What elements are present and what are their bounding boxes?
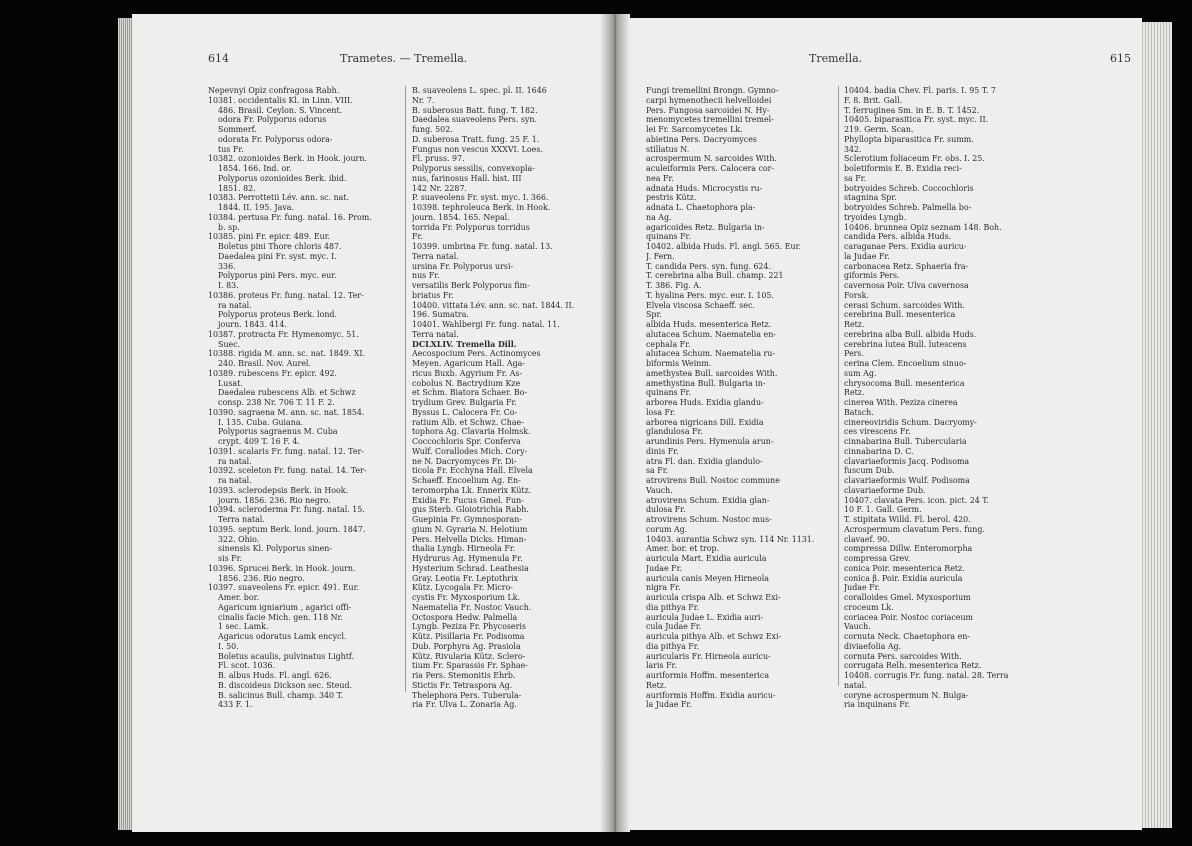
text-line: 433 F. 1. — [208, 700, 253, 710]
text-line: Byssus L. Calocera Fr. Co- — [412, 407, 518, 417]
text-line: 10401. Wahlbergi Fr. fung. natal. 11. — [412, 320, 560, 329]
text-line: cavernosa Poir. Ulva cavernosa — [844, 281, 969, 290]
text-line: Amer. bor. — [208, 593, 260, 602]
text-line: conica β. Poir. Exidia auricula — [844, 573, 963, 583]
text-line: adnata L. Chaetophora pla- — [646, 203, 756, 212]
text-line: T. cerebrina alba Bull. champ. 221 — [646, 271, 784, 281]
text-line: Boletus pini Thore chloris 487. — [208, 242, 342, 251]
text-line: Polyporus ozonioides Berk. ibid. — [208, 173, 347, 183]
text-line: Batsch. — [844, 407, 874, 417]
text-line: versatilis Berk Polyporus fim- — [412, 281, 530, 290]
text-line: arborea nigricans Dill. Exidia — [646, 417, 764, 427]
text-line: 10405. biparasitica Fr. syst. myc. II. — [844, 115, 989, 125]
text-line: stagnina Spr. — [844, 193, 897, 203]
text-line: 10394. scleroderma Fr. fung. natal. 15. — [208, 505, 365, 515]
text-line: 196. Sumatra. — [412, 310, 469, 320]
text-line: P. suaveolens Fr. syst. myc. I. 366. — [412, 193, 549, 203]
text-line: cinereoviridis Schum. Dacryomy- — [844, 417, 977, 427]
text-line: I. 83. — [208, 281, 239, 290]
text-line: pestris Kütz. — [646, 193, 697, 203]
text-line: adnata Huds. Microcystis ru- — [646, 183, 763, 193]
text-line: gus Sterb. Gloiotrichia Rabh. — [412, 505, 529, 515]
text-line: alutacea Schum. Naematelia ru- — [646, 349, 776, 359]
left-running-head: Trametes. — Tremella. — [340, 52, 468, 65]
text-line: Daedalea suaveolens Pers. syn. — [412, 115, 537, 125]
right-page-number: 615 — [1110, 52, 1131, 65]
text-line: 1854. 166. Ind. or. — [208, 164, 292, 173]
text-line: Vauch. — [844, 622, 871, 632]
text-line: candida Pers. albida Huds. — [844, 232, 952, 242]
text-line: 10396. Sprucei Berk. in Hook. journ. — [208, 563, 356, 573]
text-line: clavariaeforme Dub. — [844, 485, 926, 495]
text-line: Fl. pruss. 97. — [412, 154, 465, 164]
text-line: amethystina Bull. Bulgaria in- — [646, 378, 766, 388]
text-line: cinalis facie Mich. gen. 118 Nr. — [208, 612, 343, 622]
text-line: journ. 1843. 414. — [208, 320, 287, 329]
left-page-number: 614 — [208, 52, 229, 65]
text-line: teromorpha Lk. Ennerix Kütz. — [412, 485, 532, 495]
text-line: T. ferruginea Sm. in E. B. T. 1452. — [844, 105, 980, 115]
text-line: 336. — [208, 261, 236, 271]
text-line: 10393. sclerodepsis Berk. in Hook. — [208, 485, 349, 495]
text-line: Kütz. Rivularia Kütz. Sclero- — [412, 651, 526, 661]
text-line: Thelephora Pers. Tuberula- — [412, 690, 522, 700]
text-line: 10390. sagraena M. ann. sc. nat. 1854. — [208, 407, 365, 417]
text-line: acrospermum N. sarcoides With. — [646, 154, 777, 164]
text-line: dia pithya Fr. — [646, 602, 700, 612]
text-line: nigra Fr. — [646, 583, 681, 593]
text-line: caraganae Pers. Exidia auricu- — [844, 242, 967, 251]
text-line: sum Ag. — [844, 368, 877, 378]
text-line: Amer. bor. et trop. — [646, 544, 720, 554]
text-line: la Judae Fr. — [646, 700, 692, 710]
text-line: 219. Germ. Scan. — [844, 125, 914, 134]
text-line: 1 sec. Lamk. — [208, 622, 269, 632]
text-line: ticola Fr. Ecchyna Hall. Elvela — [412, 466, 533, 476]
text-line: 1851. 82. — [208, 183, 256, 193]
text-line: natal. — [844, 680, 867, 690]
text-line: J. Fern. — [646, 251, 675, 261]
text-line: botryoides Schreb. Palmella bo- — [844, 203, 972, 212]
text-line: Polyporus proteus Berk. lond. — [208, 310, 337, 320]
text-line: tus Fr. — [208, 144, 244, 154]
text-line: cornuta Pers. sarcoides With. — [844, 651, 962, 661]
text-line: B. discoideus Dickson sec. Steud. — [208, 680, 353, 690]
text-line: 10407. clavata Pers. icon. pict. 24 T. — [844, 495, 989, 505]
text-line: 142 Nr. 2287. — [412, 183, 467, 193]
text-line: cystis Fr. Myxosporium Lk. — [412, 593, 521, 602]
text-line: trydium Grev. Bulgaria Fr. — [412, 398, 517, 407]
text-line: 10388. rigida M. ann. sc. nat. 1849. XI. — [208, 349, 366, 359]
text-line: 486. Brasil. Ceylon. S. Vincent. — [208, 105, 343, 115]
text-line: 10399. umbrina Fr. fung. natal. 13. — [412, 242, 553, 251]
text-line: arborea Huds. Exidia glandu- — [646, 398, 764, 407]
text-line: cerasi Schum. sarcoides With. — [844, 300, 965, 310]
text-line: B. suberosus Batt. fung. T. 182. — [412, 105, 538, 115]
text-line: ursina Fr. Polyporus ursi- — [412, 261, 514, 271]
text-line: 10386. proteus Fr. fung. natal. 12. Ter- — [208, 290, 364, 300]
text-line: compressa Dillw. Enteromorpha — [844, 544, 973, 554]
text-line: Agaricum igniarium , agarici offi- — [208, 602, 352, 612]
text-line: D. suberosa Tratt. fung. 25 F. 1. — [412, 134, 540, 144]
text-line: boletiformis E. B. Exidia reci- — [844, 164, 962, 173]
text-line: Fungi tremellini Brongn. Gymno- — [646, 86, 779, 95]
text-line: Fr. — [412, 232, 423, 242]
text-line: la Judae Fr. — [844, 251, 890, 261]
text-line: Terra natal. — [412, 329, 459, 339]
text-line: briatus Fr. — [412, 290, 454, 300]
text-line: Nepevnyi Opiz confragosa Rabh. — [208, 86, 340, 95]
text-line: T. 386. Fig. A. — [646, 281, 702, 290]
text-line: Meyen. Agaricum Hall. Aga- — [412, 359, 525, 368]
text-line: auricula pithya Alb. et Schwz Exi- — [646, 632, 782, 641]
text-line: T. hyalina Pers. myc. eur. I. 105. — [646, 290, 774, 300]
text-line: et Schm. Biatora Schaer. Bo- — [412, 388, 528, 398]
text-line: Pers. Helvella Dicks. Himan- — [412, 534, 527, 544]
text-line: quinans Fr. — [646, 388, 691, 398]
text-line: fuscum Dub. — [844, 466, 895, 476]
text-line: Agaricus odoratus Lamk encycl. — [208, 632, 347, 641]
text-line: journ. 1856. 236. Rio negro. — [208, 495, 331, 505]
text-line: coriacea Poir. Nostoc coriaceum — [844, 612, 974, 622]
text-line: 10400. vittata Lév. ann. sc. nat. 1844. II. — [412, 300, 575, 310]
text-line: clavariaeformis Wulf. Podisoma — [844, 476, 970, 485]
text-line: Acrospermum clavatum Pers. fung. — [844, 524, 985, 534]
text-line: Kütz. Lycogala Fr. Micro- — [412, 583, 513, 593]
text-line: giformis Pers. — [844, 271, 900, 281]
text-line: 10402. albida Huds. Fl. angl. 565. Eur. — [646, 242, 801, 251]
text-line: torrida Fr. Polyporus torridus — [412, 222, 530, 232]
text-line: Coccochloris Spr. Conferva — [412, 437, 521, 446]
text-line: ne N. Dacryomyces Fr. Di- — [412, 456, 517, 466]
text-line: corrugata Relh. mesenterica Retz. — [844, 661, 982, 671]
text-line: alutacea Schum. Naematelia en- — [646, 329, 776, 339]
text-line: 10387. protracta Fr. Hymenomyc. 51. — [208, 329, 359, 339]
text-line: corum Ag. — [646, 524, 688, 534]
text-line: lei Fr. Sarcomycetes Lk. — [646, 125, 743, 134]
text-line: Gray. Leotia Fr. Leptothrix — [412, 573, 519, 583]
text-line: I. 135. Cuba. Guiana. — [208, 417, 304, 427]
text-line: albida Huds. mesenterica Retz. — [646, 320, 772, 329]
text-line: 10382. ozonioides Berk. in Hook. journ. — [208, 154, 367, 164]
text-line: sa Fr. — [646, 466, 669, 476]
text-line: ricus Buxb. Agyrium Fr. As- — [412, 368, 523, 378]
text-line: auriformis Hoffm. Exidia auricu- — [646, 690, 776, 700]
text-line: agaricoides Retz. Bulgaria in- — [646, 222, 765, 232]
right-column-2 — [844, 86, 1032, 710]
text-line: Terra natal. — [208, 515, 265, 524]
text-line: atrovirens Schum. Nostoc mus- — [646, 515, 772, 524]
page-edges-left — [118, 18, 132, 830]
text-line: auricula Mart. Exidia auricula — [646, 554, 767, 563]
text-line: Fungus non vescus XXXVI. Loes. — [412, 144, 543, 154]
text-line: chrysocoma Bull. mesenterica — [844, 378, 965, 388]
text-line: Sclerotium foliaceum Fr. obs. I. 25. — [844, 154, 985, 164]
text-line: Retz. — [844, 320, 865, 329]
text-line: DCLXLIV. Tremella Dill. — [412, 339, 517, 349]
text-line: glandulosa Fr. — [646, 427, 703, 437]
text-line: 10384. pertusa Fr. fung. natal. 16. Prom. — [208, 212, 372, 222]
text-line: abietina Pers. Dacryomyces — [646, 134, 757, 144]
text-line: sis Fr. — [208, 554, 243, 563]
text-line: ra natal. — [208, 456, 252, 466]
text-line: crypt. 409 T. 16 F. 4. — [208, 437, 300, 446]
text-line: Elvela viscosa Schaeff. sec. — [646, 300, 755, 310]
text-line: 10403. aurantia Schwz syn. 114 Nr. 1131. — [646, 534, 815, 544]
text-line: atra Fl. dan. Exidia glandulo- — [646, 456, 763, 466]
left-column-2 — [412, 86, 598, 710]
text-line: 1856. 236. Rio negro. — [208, 573, 305, 583]
text-line: cinnabarina D. C. — [844, 446, 914, 456]
text-line: ria Fr. Ulva L. Zonaria Ag. — [412, 700, 517, 710]
text-line: Vauch. — [646, 485, 673, 495]
text-line: cerebrina alba Bull. albida Huds. — [844, 329, 977, 339]
text-line: ra natal. — [208, 476, 252, 485]
right-column-rule — [838, 86, 839, 686]
text-line: 10397. suaveolens Fr. epicr. 491. Eur. — [208, 583, 359, 593]
text-line: Daedalea pini Fr. syst. myc. I. — [208, 251, 337, 261]
text-line: cinerea With. Peziza cinerea — [844, 398, 958, 407]
text-line: ria Pers. Stemonitis Ehrb. — [412, 671, 516, 680]
text-line: auricula Judae L. Exidia auri- — [646, 612, 764, 622]
text-line: 10404. badia Chev. Fl. paris. I. 95 T. 7 — [844, 86, 996, 95]
text-line: nus Fr. — [412, 271, 440, 281]
book-gutter — [600, 14, 630, 832]
text-line: quinans Fr. — [646, 232, 691, 242]
text-line: Terra natal. — [412, 251, 459, 261]
text-line: 322. Ohio. — [208, 534, 260, 544]
text-line: Daedalea rubescens Alb. et Schwz — [208, 388, 356, 398]
text-line: Kütz. Pisillaria Fr. Podisoma — [412, 632, 525, 641]
text-line: clavaef. 90. — [844, 534, 890, 544]
text-line: Polyporus sessilis, convexopla- — [412, 164, 535, 173]
text-line: stillatus N. — [646, 144, 690, 154]
text-line: tium Fr. Sparassis Fr. Sphae- — [412, 661, 528, 671]
text-line: Schaeff. Encoelium Ag. En- — [412, 476, 521, 485]
text-line: ra natal. — [208, 300, 252, 310]
text-line: cerina Clem. Encoelium sinuo- — [844, 359, 967, 368]
text-line: odora Fr. Polyporus odorus — [208, 115, 327, 125]
text-line: B. salicinus Bull. champ. 340 T. — [208, 690, 344, 700]
text-line: botryoides Schreb. Coccochloris — [844, 183, 974, 193]
text-line: 10392. sceleton Fr. fung. natal. 14. Ter- — [208, 466, 367, 476]
text-line: diviaefolia Ag. — [844, 641, 902, 651]
text-line: auricula crispa Alb. et Schwz Exi- — [646, 593, 781, 602]
text-line: odorata Fr. Polyporus odora- — [208, 134, 333, 144]
text-line: cerebrina lutea Bull. lutescens — [844, 339, 967, 349]
text-line: Boletus acaulis, pulvinatus Lightf. — [208, 651, 355, 661]
text-line: cula Judae Fr. — [646, 622, 702, 632]
text-line: 10398. tephroleuca Berk. in Hook. — [412, 203, 551, 212]
left-column-1 — [208, 86, 400, 710]
text-line: Guepinia Fr. Gymnosporan- — [412, 515, 522, 524]
text-line: menomycetes tremellini tremel- — [646, 115, 774, 125]
text-line: Octospora Hedw. Palmella — [412, 612, 518, 622]
text-line: cornuta Neck. Chaetophora en- — [844, 632, 970, 641]
text-line: 240. Brasil. Nov. Aurel. — [208, 359, 311, 368]
text-line: 10408. corrugis Fr. fung. natal. 28. Terra — [844, 671, 1009, 680]
right-column-1 — [646, 86, 834, 710]
right-running-head: Tremella. — [809, 52, 863, 65]
text-line: Spr. — [646, 310, 662, 320]
text-line: Sommerf. — [208, 125, 257, 134]
text-line: cephala Fr. — [646, 339, 691, 349]
text-line: B. albus Huds. Fl. angl. 626. — [208, 671, 332, 680]
text-line: auricula canis Meyen Hirneola — [646, 573, 769, 583]
text-line: conica Poir. mesenterica Retz. — [844, 563, 965, 573]
text-line: I. 50. — [208, 641, 239, 651]
text-line: Suec. — [208, 339, 241, 349]
text-line: 10389. rubescens Fr. epicr. 492. — [208, 368, 338, 378]
text-line: 10 F. 1. Gall. Germ. — [844, 505, 922, 515]
text-line: Polyporus sagraenus M. Cuba — [208, 427, 338, 437]
text-line: atrovirens Schum. Exidia glan- — [646, 495, 770, 505]
text-line: 10381. occidentalis Kl. in Linn. VIII. — [208, 95, 353, 105]
text-line: cerebrina Bull. mesenterica — [844, 310, 956, 320]
text-line: auricularis Fr. Hirneola auricu- — [646, 651, 771, 661]
text-line: dulosa Fr. — [646, 505, 686, 515]
text-line: Dub. Porphyra Ag. Prasiola — [412, 641, 521, 651]
text-line: aculeiformis Pers. Calocera cor- — [646, 164, 775, 173]
text-line: Wulf. Corallodes Mich. Cory- — [412, 446, 528, 456]
text-line: biformis Weinm. — [646, 359, 712, 368]
text-line: clavariaeformis Jacq. Podisoma — [844, 456, 970, 466]
text-line: F. 8. Brit. Gall. — [844, 95, 903, 105]
text-line: Judae Fr. — [844, 583, 881, 593]
text-line: consp. 238 Nr. 706 T. 11 F. 2. — [208, 398, 335, 407]
text-line: ria inquinans Fr. — [844, 700, 911, 710]
text-line: losa Fr. — [646, 407, 676, 417]
text-line: Hydrurus Ag. Hymenula Fr. — [412, 554, 523, 563]
text-line: Fl. scot. 1036. — [208, 661, 276, 671]
text-line: 10391. scalaris Fr. fung. natal. 12. Ter- — [208, 446, 364, 456]
text-line: dia pithya Fr. — [646, 641, 700, 651]
text-line: compressa Grev. — [844, 554, 911, 563]
text-line: 342. — [844, 144, 862, 154]
text-line: sinensis Kl. Polyporus sinen- — [208, 544, 333, 554]
text-line: b. sp. — [208, 222, 240, 232]
text-line: 10406. brunnea Opiz seznam 148. Boh. — [844, 222, 1002, 232]
text-line: Judae Fr. — [646, 563, 683, 573]
text-line: atrovirens Bull. Nostoc commune — [646, 476, 780, 485]
text-line: Forsk. — [844, 290, 869, 300]
text-line: carpi hymenothecii helvelloidei — [646, 95, 772, 105]
text-line: tryoides Lyngb. — [844, 212, 907, 222]
text-line: Pers. Fungosa sarcoidei N. Hy- — [646, 105, 770, 115]
left-column-rule — [405, 86, 406, 692]
text-line: ces virescens Fr. — [844, 427, 911, 437]
text-line: laris Fr. — [646, 661, 677, 671]
text-line: T. stipitata Willd. Fl. berol. 420. — [844, 515, 971, 524]
text-line: 10383. Perrottetii Lév. ann. sc. nat. — [208, 193, 350, 203]
text-line: T. candida Pers. syn. fung. 624. — [646, 261, 771, 271]
text-line: ratium Alb. et Schwz. Chae- — [412, 417, 524, 427]
text-line: gium N. Gyraria N. Helotium — [412, 524, 528, 534]
text-line: journ. 1854. 165. Nepal. — [412, 212, 510, 222]
text-line: Hysterium Schrad. Leathesia — [412, 563, 529, 573]
text-line: tophora Ag. Clavaria Holmsk. — [412, 427, 531, 437]
text-line: arundinis Pers. Hymenula arun- — [646, 437, 774, 446]
text-line: cobolus N. Bactrydium Kze — [412, 378, 521, 388]
text-line: na Ag. — [646, 212, 672, 222]
text-line: nea Fr. — [646, 173, 674, 183]
text-line: auriformis Hoffm. mesenterica — [646, 671, 770, 680]
text-line: Naematelia Fr. Nostoc Vauch. — [412, 602, 532, 612]
text-line: Nr. 7. — [412, 95, 435, 105]
text-line: 1844. II. 195. Java. — [208, 203, 294, 212]
text-line: Aecospocium Pers. Actinomyces — [412, 349, 541, 359]
text-line: cinnabarina Bull. Tubercularia — [844, 437, 967, 446]
text-line: croceum Lk. — [844, 602, 894, 612]
text-line: Phyllopta biparasitica Fr. summ. — [844, 134, 974, 144]
text-line: 10395. septum Berk. lond. journ. 1847. — [208, 524, 366, 534]
text-line: nus, farinosus Hall. hist. III — [412, 173, 522, 183]
text-line: 10385. pini Fr. epicr. 489. Eur. — [208, 232, 331, 242]
text-line: amethystea Bull. sarcoides With. — [646, 368, 778, 378]
text-line: Retz. — [844, 388, 865, 398]
text-line: Retz. — [646, 680, 667, 690]
text-line: carbonacea Retz. Sphaeria fra- — [844, 261, 969, 271]
text-line: B. suaveolens L. spec. pl. II. 1646 — [412, 86, 547, 95]
text-line: coryne acrospermum N. Bulga- — [844, 690, 969, 700]
text-line: Exidia Fr. Fucus Gmel. Fun- — [412, 495, 524, 505]
text-line: Lusat. — [208, 378, 243, 388]
text-line: thalia Lyngb. Hirneola Fr. — [412, 544, 516, 554]
text-line: dinis Fr. — [646, 446, 679, 456]
text-line: fung. 502. — [412, 125, 453, 134]
text-line: coralloides Gmel. Myxosporium — [844, 593, 971, 602]
text-line: Polyporus pini Pers. myc. eur. — [208, 271, 337, 281]
page-edges-right — [1142, 22, 1172, 828]
text-line: Lyngb. Peziza Fr. Phycoseris — [412, 622, 526, 632]
text-line: sa Fr. — [844, 173, 867, 183]
text-line: Stictis Fr. Tetraspora Ag. — [412, 680, 513, 690]
text-line: Pers. — [844, 349, 864, 359]
